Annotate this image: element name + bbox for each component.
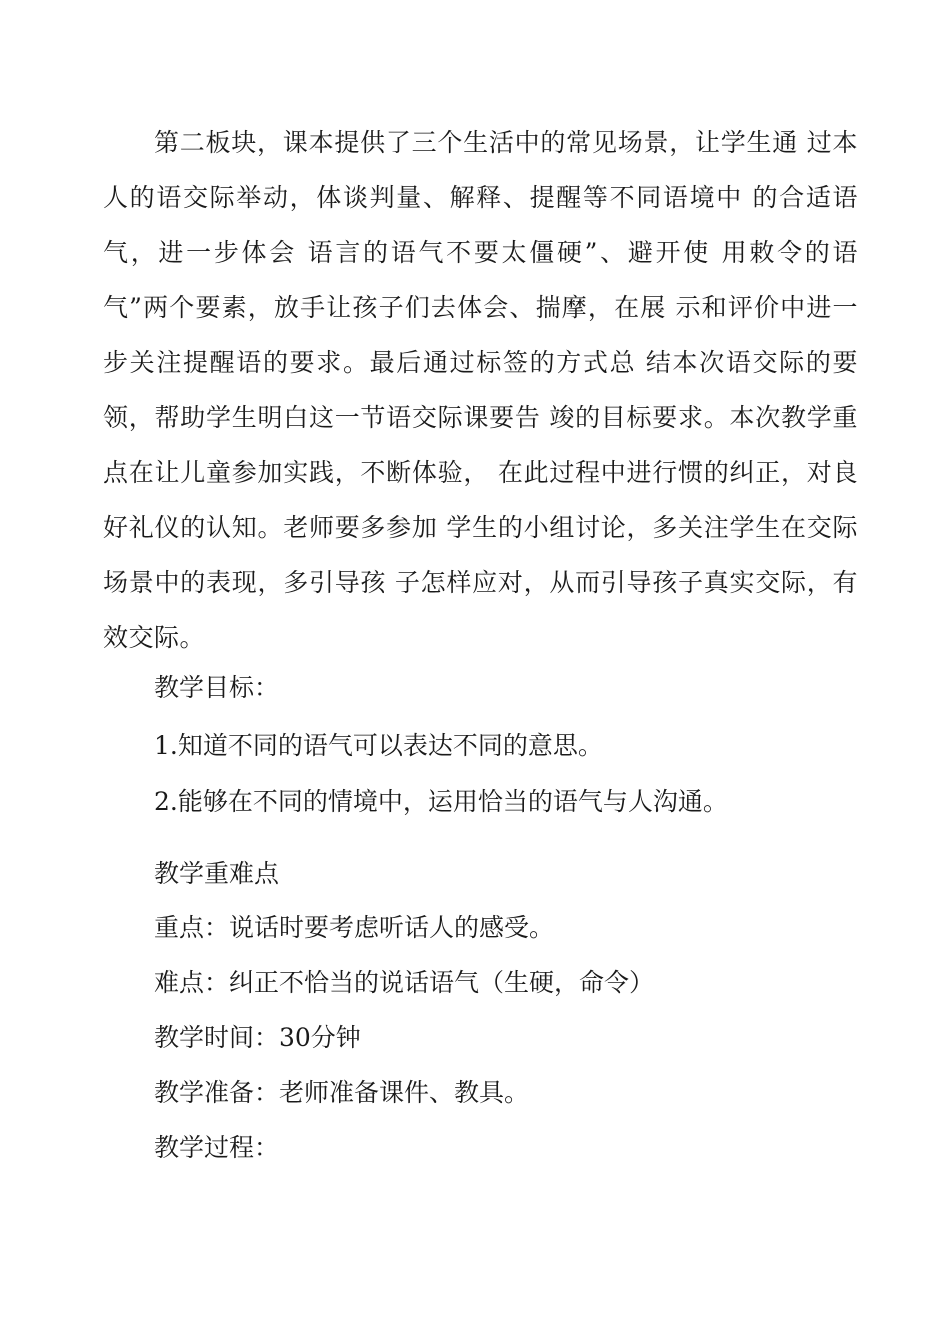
teaching-preparation: 教学准备：老师准备课件、教具。	[154, 1078, 530, 1107]
key-point: 重点：说话时要考虑听话人的感受。	[154, 913, 555, 942]
objective-item-2: 2.能够在不同的情境中，运用恰当的语气与人沟通。	[154, 787, 728, 816]
objective-item-1: 1.知道不同的语气可以表达不同的意思。	[154, 731, 603, 760]
teaching-process-heading: 教学过程：	[154, 1133, 280, 1162]
objectives-heading: 教学目标：	[154, 673, 280, 702]
difficult-point: 难点：纠正不恰当的说话语气（生硬，命令）	[154, 968, 655, 997]
teaching-time: 教学时间：30分钟	[154, 1023, 361, 1052]
intro-paragraph: 第二板块，课本提供了三个生活中的常见场景，让学生通 过本人的语交际举动，体谈判量、解释、提醒等不同语境中 的合适语气，进一步体会 语言的语气不要太僵硬”、避开使 用敕令的语气”两个要素，放手让孩子们去体会、揣摩，在展 示和评价中进一步关注提醒语的要求。最后通过标签的方式总 结本次语交际的要领，帮助学生明白这一节语交际课要告 竣的目标要求。本次教学重点在让儿童参加实践，不断体验， 在此过程中进行惯的纠正，对良好礼仪的认知。老师要多参加 学生的小组讨论，多关注学生在交际场景中的表现，多引导孩 子怎样应对，从而引导孩子真实交际，有效交际。	[103, 128, 858, 652]
key-points-heading: 教学重难点	[154, 859, 280, 888]
